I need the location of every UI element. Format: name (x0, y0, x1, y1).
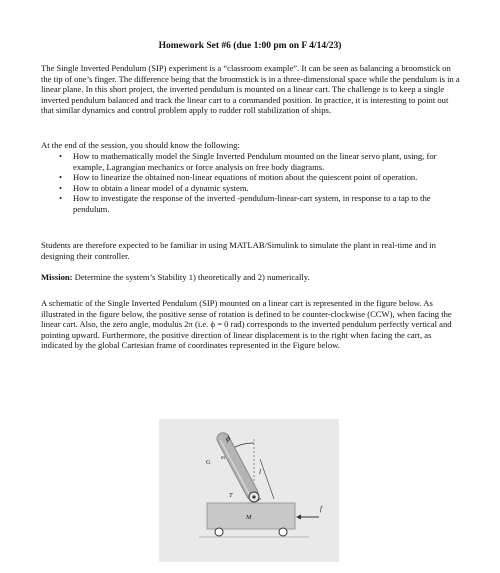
pendulum-cart-diagram (159, 419, 339, 562)
label-T: T (229, 492, 233, 499)
label-M: M (246, 514, 252, 521)
label-l: l (259, 468, 261, 476)
mission-paragraph (41, 272, 461, 283)
length-dimension-line (260, 459, 274, 499)
pivot-center (252, 495, 255, 498)
intro-paragraph: The Single Inverted Pendulum (SIP) experiment is a “classroom example”. It can be seen as balancing a broomstick on the tip of one’s finger. The difference being that the broomstick is in a three-dimensional space while the pendulum is in a linear plane. In this short project, the inverted pendulum is mounted on a linear cart. The challenge is to keep a single inverted pendulum balanced and track the linear cart to a commanded position. In practice, it is interesting to point out that similar dynamics and control problem apply to rudder roll stabilization of ships. (41, 63, 460, 116)
cart-wheel-left (215, 528, 223, 536)
label-G: G (206, 459, 211, 466)
objective-item: • How to linearize the obtained non-linear equations of motion about the quiescent point of operation. (41, 172, 461, 183)
label-P: P (258, 497, 261, 502)
page-title: Homework Set #6 (due 1:00 pm on F 4/14/23) (158, 41, 342, 51)
label-m: m (221, 455, 225, 461)
pendulum-rod (215, 431, 260, 502)
cart-wheel-right (279, 528, 287, 536)
force-arrowhead (296, 515, 301, 520)
objectives-list (41, 151, 461, 215)
objective-item: • How to investigate the response of the inverted -pendulum-linear-cart system, in response to a tap to the pendulum. (41, 193, 461, 214)
expectation-paragraph: Students are therefore expected to be familiar in using MATLAB/Simulink to simulate the plant in real-time and in designing their controller. (41, 240, 436, 261)
session-lead-text: At the end of the session, you should know the following: (41, 140, 240, 150)
label-phi: ϕ (226, 434, 231, 443)
objective-item: • How to obtain a linear model of a dynamic system. (41, 183, 461, 194)
schematic-paragraph: A schematic of the Single Inverted Pendulum (SIP) mounted on a linear cart is represented in the figure below. As illustrated in the figure below, the positive sense of rotation is defined to be counter-clockwise (CCW), when facing the linear cart. Also, the zero angle, modulus 2π (i.e. ϕ = 0 rad) corresponds to the inverted pendulum perfectly vertical and pointing upward. Furthermore, the positive direction of linear displacement is to the right when facing the cart, as indicated by the global Cartesian frame of coordinates represented in the Figure below. (41, 298, 452, 351)
mission-text: Determine the system’s Stability 1) theoretically and 2) numerically. (72, 272, 310, 282)
pendulum-cart-figure (159, 419, 339, 562)
label-f: f (320, 505, 322, 513)
objective-item: • How to mathematically model the Single Inverted Pendulum mounted on the linear servo plant, using, for example, Lagrangian mechanics or force analysis on free body diagrams. (41, 151, 461, 172)
mission-label: Mission: (41, 272, 73, 282)
